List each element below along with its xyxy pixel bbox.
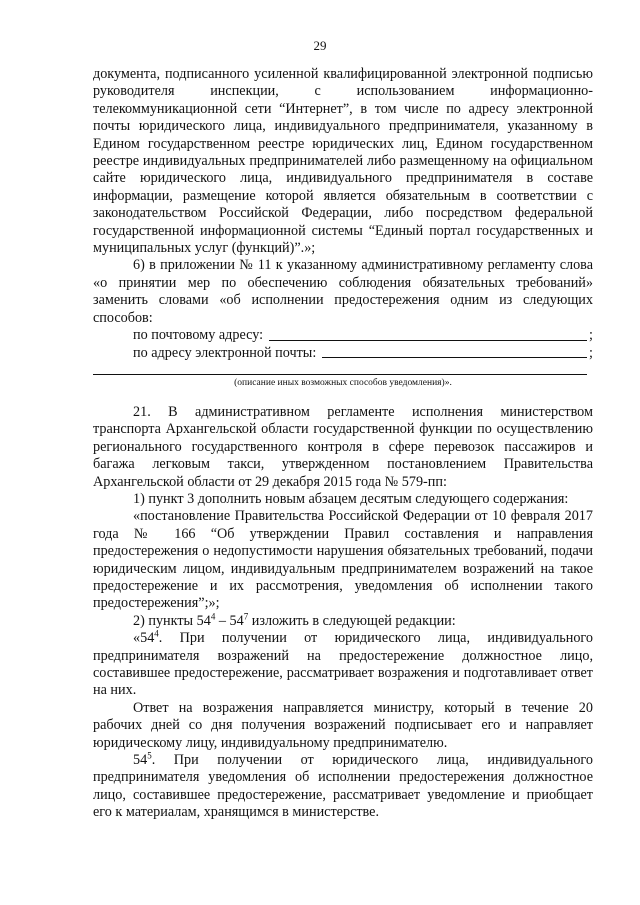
postal-address-label: по почтовому адресу:	[133, 327, 264, 344]
email-address-blank	[322, 357, 587, 358]
paragraph-reply: Ответ на возражения направляется министру, который в течение 20 рабочих дней со дня получения возражений подписывает его и направляет юридическому лицу, индивидуальному предпринимателю.	[93, 699, 593, 751]
paragraph-54-5: $54^5$. При получении от юридического лица, индивидуального предпринимателя уведомления об исполнении предостережения должностное лицо, составившее предостережение, рассматривает уведомление и приобщает его к материалам, хранящимся в министерстве.	[93, 750, 593, 821]
paragraph-item-21: 21. В административном регламенте исполнения министерством транспорта Архангельской области государственной функции по осуществлению регионального государственного контроля в сфере перевозок пассажиров и багажа легковым такси, утвержденном постановлением Правительства Архангельской области от 29 декабря 2015 года № 579-пп:	[93, 403, 593, 490]
paragraph-subitem-1: 1) пункт 3 дополнить новым абзацем десятым следующего содержания:	[133, 490, 569, 507]
other-methods-rule	[93, 362, 587, 375]
postal-address-end: ;	[589, 327, 593, 344]
paragraph-54-4: «$54^4$. При получении от юридического лица, индивидуального предпринимателя возражений на предостережение должностное лицо, составившее предостережение, рассматривает возражения и подготавливает ответ на них.	[93, 628, 593, 699]
paragraph-item-6: 6) в приложении № 11 к указанному административному регламенту слова «о принятии мер по обеспечению соблюдения обязательных требований» заменить словами «об исполнении предостережения одним из следующих способов:	[93, 257, 593, 326]
paragraph-quoted-resolution: «постановление Правительства Российской Федерации от 10 февраля 2017 года № 166 “Об утверждении Правил составления и направления предостережения о недопустимости нарушения обязательных требований, подачи юридическим лицом, индивидуальным предпринимателем возражений на такое предостережение и их рассмотрения, уведомления об исполнении такого предостережения”;»;	[93, 508, 593, 612]
postal-address-line	[93, 327, 593, 344]
postal-address-blank	[269, 340, 587, 341]
email-address-end: ;	[589, 344, 593, 361]
page-number: 29	[313, 38, 327, 53]
email-address-line	[93, 345, 593, 362]
other-methods-caption: (описание иных возможных способов уведомления)».	[234, 377, 452, 388]
paragraph-subitem-2: 2) пункты $54^4 - 54^7$ изложить в следующей редакции:	[133, 611, 456, 629]
document-body	[93, 66, 593, 822]
email-address-label: по адресу электронной почты:	[133, 344, 317, 361]
paragraph-continuation: документа, подписанного усиленной квалифицированной электронной подписью руководителя инспекции, с использованием информационно-телекоммуникационной сети “Интернет”, в том числе по адресу электронной почты юридического лица, индивидуального предпринимателя, указанному в Едином государственном реестре юридических лиц, Едином государственном реестре индивидуальных предпринимателей либо размещенному на официальном сайте юридического лица, индивидуального предпринимателя в составе информации, размещение которой является обязательным в соответствии с законодательством Российской Федерации, либо посредством федеральной государственной информационной системы “Единый портал государственных и муниципальных услуг (функций)”.»;	[93, 66, 593, 257]
